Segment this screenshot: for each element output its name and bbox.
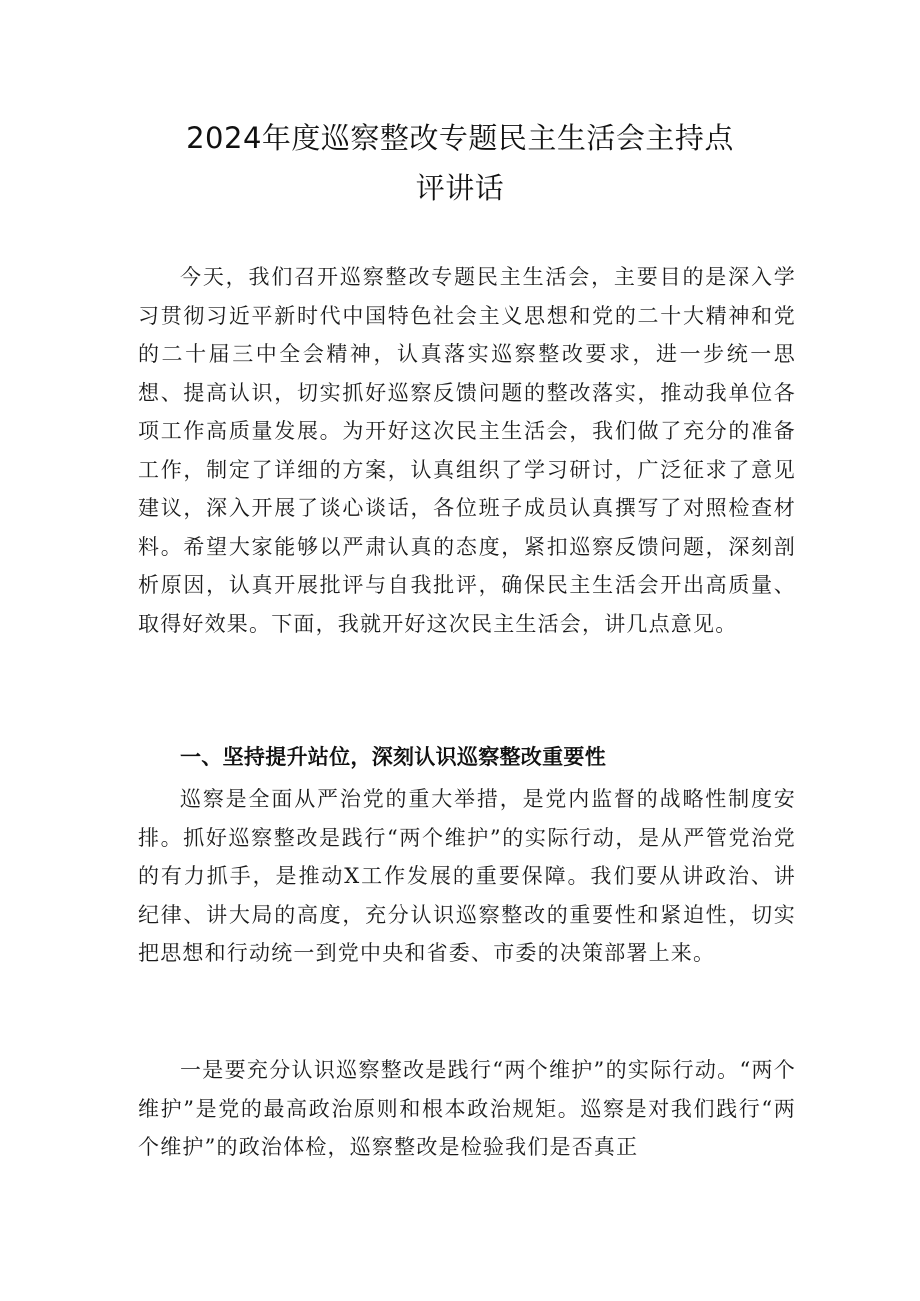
document-title-line-1: 2024年度巡察整改专题民主生活会主持点: [186, 121, 734, 155]
intro-paragraph: 今天，我们召开巡察整改专题民主生活会，主要目的是深入学习贯彻习近平新时代中国特色社会主义思想和党的二十大精神和党的二十届三中全会精神，认真落实巡察整改要求，进一步统一思想、提高认识，切实抓好巡察反馈问题的整改落实，推动我单位各项工作高质量发展。为开好这次民主生活会，我们做了充分的准备工作，制定了详细的方案，认真组织了学习研讨，广泛征求了意见建议，深入开展了谈心谈话，各位班子成员认真撰写了对照检查材料。希望大家能够以严肃认真的态度，紧扣巡察反馈问题，深刻剖析原因，认真开展批评与自我批评，确保民主生活会开出高质量、取得好效果。下面，我就开好这次民主生活会，讲几点意见。: [138, 265, 796, 636]
document-title-line-2: 评讲话: [415, 171, 505, 205]
point-1-paragraph: 一是要充分认识巡察整改是践行“两个维护”的实际行动。“两个维护”是党的最高政治原则和根本政治规矩。巡察是对我们践行“两个维护”的政治体检，巡察整改是检验我们是否真正: [138, 1058, 796, 1159]
section-heading-1: 一、坚持提升站位，深刻认识巡察整改重要性: [180, 745, 606, 769]
section-1-paragraph: 巡察是全面从严治党的重大举措，是党内监督的战略性制度安排。抓好巡察整改是践行“两个维护”的实际行动，是从严管党治党的有力抓手，是推动X工作发展的重要保障。我们要从讲政治、讲纪律、讲大局的高度，充分认识巡察整改的重要性和紧迫性，切实把思想和行动统一到党中央和省委、市委的决策部署上来。: [138, 787, 796, 965]
